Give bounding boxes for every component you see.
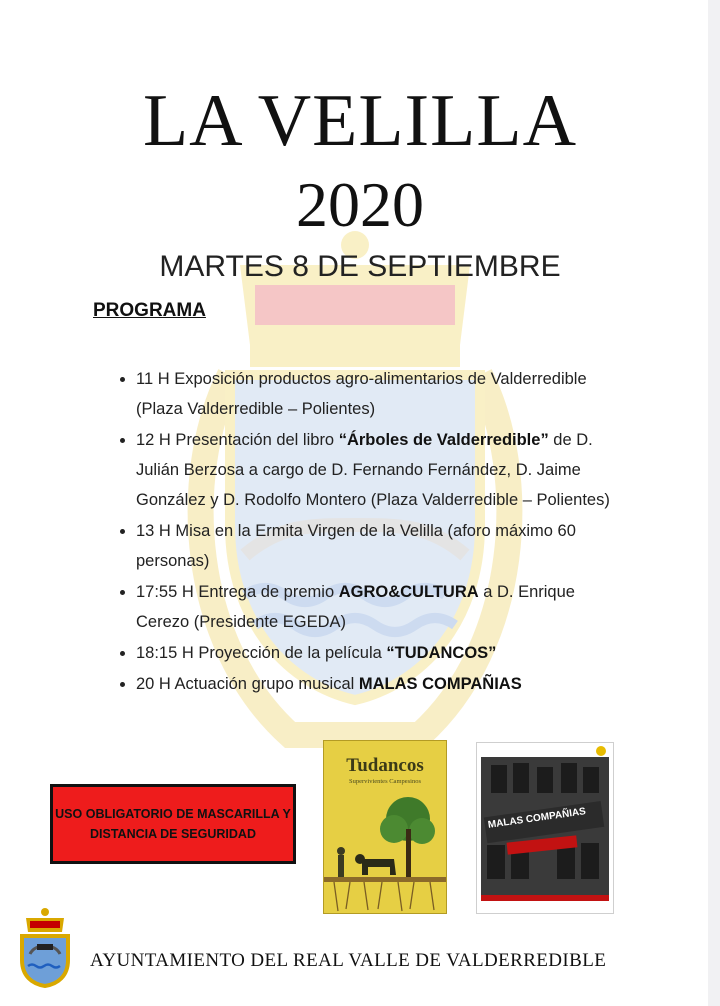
- program-heading: PROGRAMA: [93, 300, 206, 321]
- event-date: MARTES 8 DE SEPTIEMBRE: [159, 250, 561, 283]
- coat-of-arms-icon: [14, 906, 76, 990]
- program-item: • 12 H Presentación del libro “Árboles de Valderredible” de D. Julián Berzosa a cargo de D. Fernando Fernández, D. Jaime González y D. Rodolfo Montero (Plaza Valderredible – Polientes): [136, 425, 626, 515]
- band-poster-image: [476, 742, 614, 914]
- program-item: • 11 H Exposición productos agro-alimentarios de Valderredible (Plaza Valderredible – Polientes): [136, 364, 626, 424]
- mask-notice-text: USO OBLIGATORIO DE MASCARILLA Y DISTANCIA DE SEGURIDAD: [55, 807, 291, 841]
- poster-year: 2020: [296, 169, 424, 240]
- mask-notice: [50, 784, 296, 864]
- organization-name: AYUNTAMIENTO DEL REAL VALLE DE VALDERREDIBLE: [90, 950, 607, 971]
- book-cover-title: Tudancos: [346, 755, 424, 776]
- program-list: [110, 364, 626, 700]
- program-item: • 18:15 H Proyección de la película “TUDANCOS”: [136, 638, 626, 668]
- program-item: • 17:55 H Entrega de premio AGRO&CULTURA a D. Enrique Cerezo (Presidente EGEDA): [136, 577, 626, 637]
- book-cover-image: [323, 740, 447, 914]
- tree-and-cow-icon: [324, 789, 446, 913]
- program-item: • 13 H Misa en la Ermita Virgen de la Velilla (aforo máximo 60 personas): [136, 516, 626, 576]
- band-poster-title: MALAS COMPAÑIAS: [487, 806, 587, 831]
- program-item: • 20 H Actuación grupo musical MALAS COMPAÑIAS: [136, 669, 626, 699]
- poster-title: LA VELILLA: [142, 80, 578, 162]
- book-cover-subtitle: Supervivientes Campesinos: [348, 778, 422, 785]
